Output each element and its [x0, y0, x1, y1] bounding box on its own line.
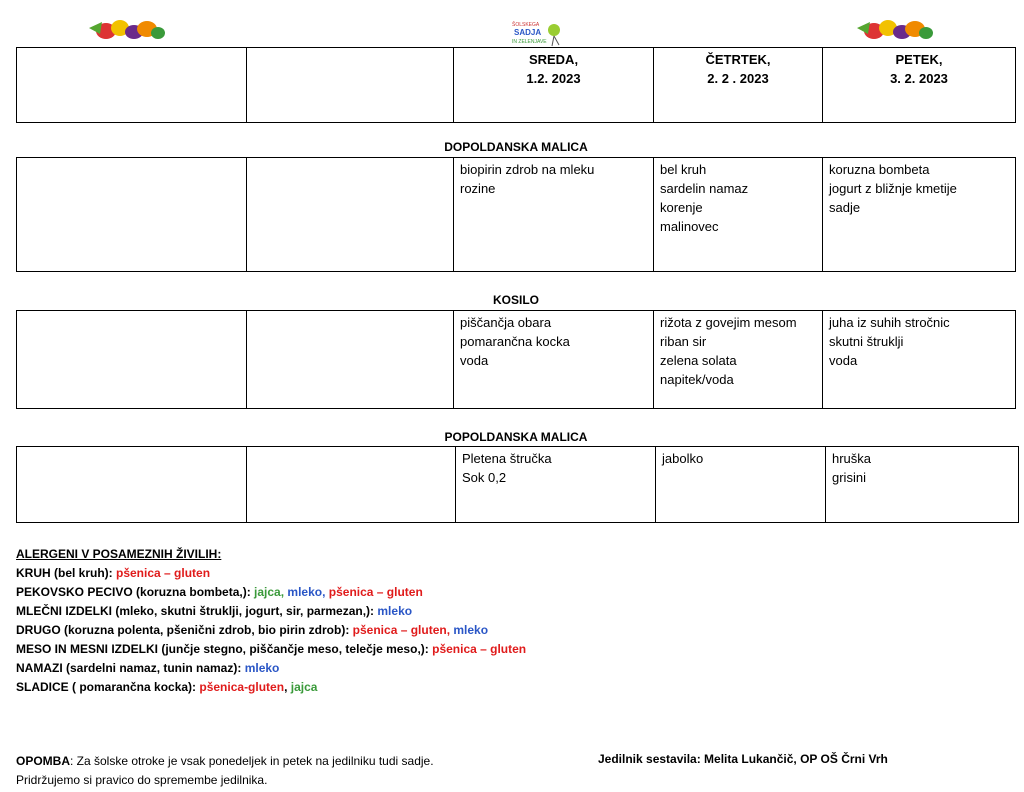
menu-author: Jedilnik sestavila: Melita Lukančič, OP OŠ Črni Vrh	[598, 752, 888, 766]
morning-fri: koruzna bombeta jogurt z bližnje kmetije sadje	[823, 158, 1016, 272]
section-title-lunch: KOSILO	[492, 293, 539, 307]
header-friday: PETEK, 3. 2. 2023	[823, 48, 1016, 123]
cell-empty	[17, 447, 247, 523]
allergen-line-bread: KRUH (bel kruh): pšenica – gluten	[16, 566, 211, 580]
lunch-thu: rižota z govejim mesom riban sir zelena solata napitek/voda	[654, 311, 823, 409]
morning-thu: bel kruh sardelin namaz korenje malinovec	[654, 158, 823, 272]
lunch-fri: juha iz suhih stročnic skutni štruklji voda	[823, 311, 1016, 409]
header-empty-1	[17, 48, 247, 123]
fruit-vegetables-logo-left	[84, 14, 168, 44]
school-fruit-scheme-logo	[512, 18, 562, 48]
svg-text:IN ZELENJAVE: IN ZELENJAVE	[512, 39, 547, 45]
afternoon-table	[16, 446, 1019, 523]
note-line-2: Pridržujemo si pravico do spremembe jedilnika.	[16, 773, 268, 787]
fruit-vegetables-logo-right	[852, 14, 936, 44]
header-table	[16, 47, 1016, 123]
allergen-line-spreads: NAMAZI (sardelni namaz, tunin namaz): mleko	[16, 661, 280, 675]
afternoon-wed: Pletena štručka Sok 0,2	[456, 447, 656, 523]
header-thursday: ČETRTEK, 2. 2 . 2023	[654, 48, 823, 123]
allergen-line-pastry: PEKOVSKO PECIVO (koruzna bombeta,): jajca, mleko, pšenica – gluten	[16, 585, 423, 599]
header-empty-2	[247, 48, 454, 123]
footer-note	[16, 752, 434, 790]
morning-table	[16, 157, 1016, 272]
allergen-line-other: DRUGO (koruzna polenta, pšenični zdrob, bio pirin zdrob): pšenica – gluten, mleko	[16, 623, 489, 637]
morning-wed: biopirin zdrob na mleku rozine	[454, 158, 654, 272]
svg-text:SADJA: SADJA	[514, 28, 542, 37]
section-title-afternoon: POPOLDANSKA MALICA	[444, 430, 588, 444]
svg-text:ŠOLSKEGA: ŠOLSKEGA	[512, 22, 540, 28]
lunch-table	[16, 310, 1016, 409]
afternoon-fri: hruška grisini	[826, 447, 1019, 523]
section-title-morning: DOPOLDANSKA MALICA	[444, 140, 588, 154]
cell-empty	[17, 158, 247, 272]
cell-empty	[247, 158, 454, 272]
allergens-title: ALERGENI V POSAMEZNIH ŽIVILIH:	[16, 547, 222, 561]
allergen-line-meat: MESO IN MESNI IZDELKI (junčje stegno, piščančje meso, telečje meso,): pšenica – gluten	[16, 642, 527, 656]
note-text: : Za šolske otroke je vsak ponedeljek in petek na jedilniku tudi sadje.	[70, 754, 434, 768]
allergen-line-desserts: SLADICE ( pomarančna kocka): pšenica-gluten, jajca	[16, 680, 318, 694]
cell-empty	[17, 311, 247, 409]
lunch-wed: piščančja obara pomarančna kocka voda	[454, 311, 654, 409]
cell-empty	[247, 311, 454, 409]
note-label: OPOMBA	[16, 754, 70, 768]
cell-empty	[247, 447, 456, 523]
allergen-line-dairy: MLEČNI IZDELKI (mleko, skutni štruklji, jogurt, sir, parmezan,): mleko	[16, 604, 413, 618]
header-wednesday: SREDA, 1.2. 2023	[454, 48, 654, 123]
afternoon-thu: jabolko	[656, 447, 826, 523]
allergens-list	[16, 545, 526, 697]
